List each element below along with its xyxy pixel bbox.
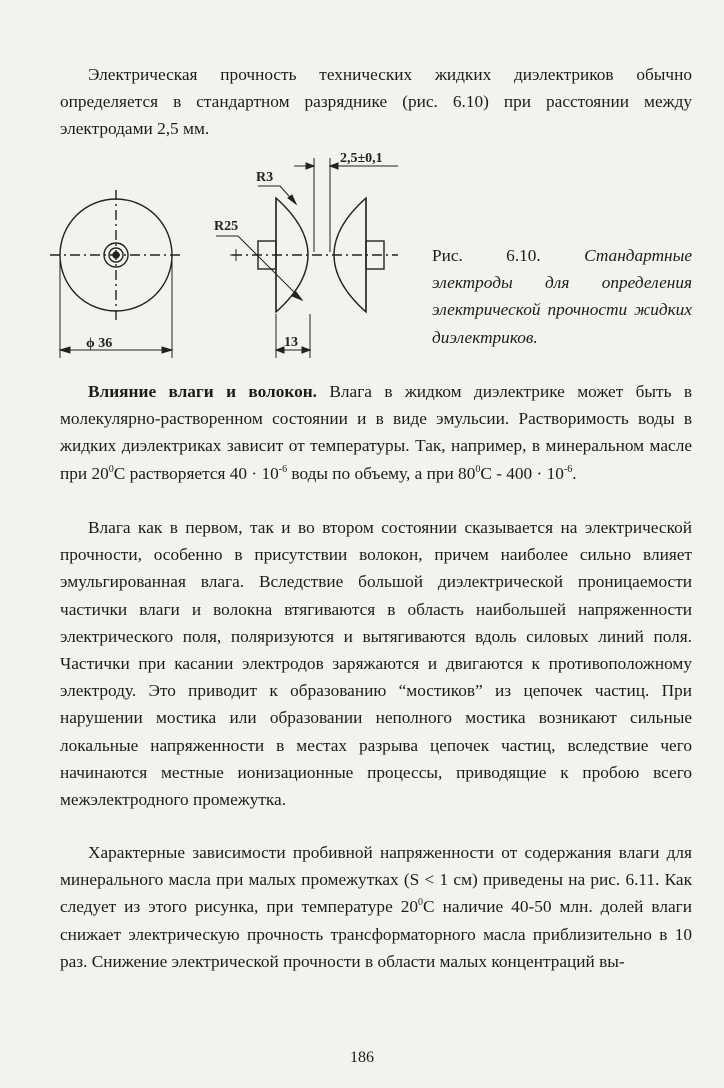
caption-text: Стандартные электроды для определения электрической прочности жидких диэлектриков. xyxy=(432,246,692,347)
r3-leader xyxy=(258,186,296,204)
page-number: 186 xyxy=(350,1049,374,1066)
width-label: 13 xyxy=(284,335,298,350)
r25-leader xyxy=(216,236,302,300)
section-heading: Влияние влаги и волокон. xyxy=(88,382,318,401)
paragraph-moisture: Влияние влаги и волокон. Влага в жидком диэлектрике может быть в молекулярно-растворенном состоянии и в виде эмульсии. Растворимость воды в жидких диэлектриках зависит от температуры. Так, например, в минеральном масле при $20^0С$ растворяется $40 \cdot 10^{-6}$ воды по объему, а при $80^0С - 400 \cdot 10^{-6}$. xyxy=(60,382,692,483)
r3-label: R3 xyxy=(256,170,274,185)
paragraph-bridges: Влага как в первом, так и во втором состоянии сказывается на электрической прочности, особенно в присутствии волокон, причем наиболее сильно влияет эмульгированная влага. Вследствие большой диэлектрической проницаемости частички влаги и волокна втягиваются в область наибольшей напряженности электрического поля, поляризуются и вытягиваются вдоль силовых линий поля. Частички при касании электродов заряжаются и двигаются к противоположному электроду. Это приводит к образованию “мостиков” из цепочек частиц. При нарушении мостика или образовании неполного мостика возникают сильные локальные напряженности в местах разрыва цепочек частиц, вследствие чего начинаются местные ионизационные процессы, приводящие к пробою всего межэлектродного промежутка. xyxy=(60,518,692,810)
intro-paragraph: Электрическая прочность технических жидких диэлектриков обычно определяется в стандартном разряднике (рис. 6.10) при расстоянии между электродами 2,5 мм. xyxy=(60,65,692,139)
caption-label: Рис. 6.10. xyxy=(432,246,541,265)
r25-label: R25 xyxy=(214,219,239,234)
paragraph-dependence: Характерные зависимости пробивной напряженности от содержания влаги для минерального масла при малых промежутках (S < 1 см) приведены на рис. 6.11. Как следует из этого рисунка, при температуре $20^0С$ наличие 40-50 млн. долей влаги снижает электрическую прочность трансформаторного масла приблизительно в 10 раз. Снижение электрической прочности в области малых концентраций вы- xyxy=(60,843,692,971)
electrodes-drawing xyxy=(48,148,420,370)
figure-caption xyxy=(432,242,692,351)
front-view-disk xyxy=(50,190,180,320)
gap-label: 2,5±0,1 xyxy=(340,151,383,166)
center-mark xyxy=(230,249,242,261)
diameter-label: ϕ 36 xyxy=(86,336,113,351)
figure-electrodes xyxy=(48,148,420,370)
